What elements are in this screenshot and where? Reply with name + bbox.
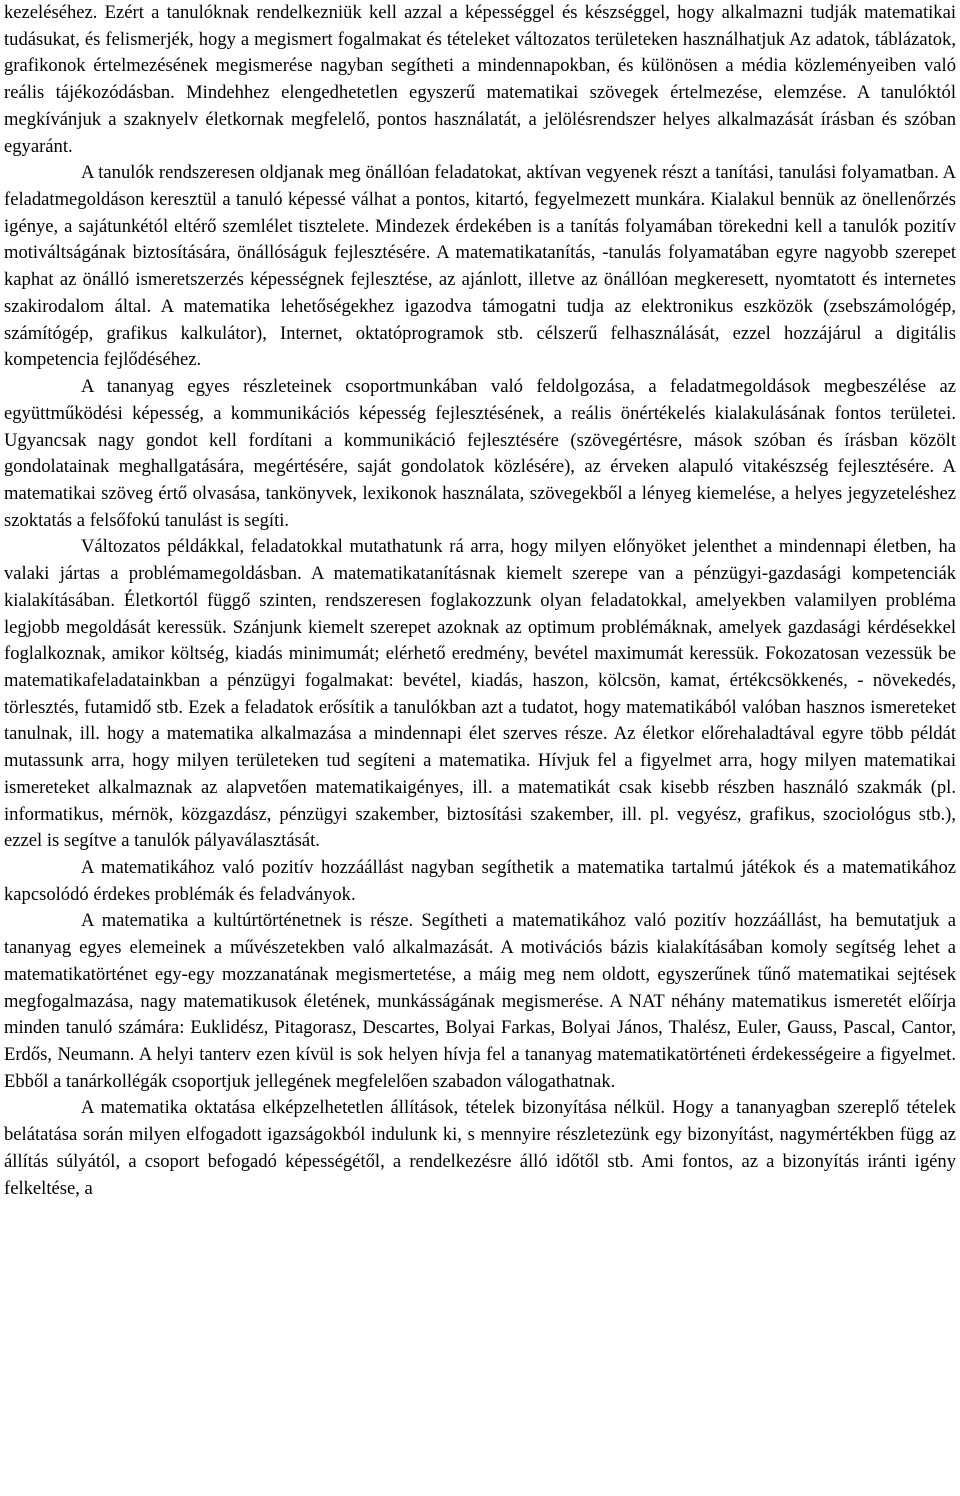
paragraph-independent-work: A tanulók rendszeresen oldjanak meg önállóan feladatokat, aktívan vegyenek részt a tanítási, tanulási folyamatban. A feladatmegoldáson keresztül a tanuló képessé válhat a pontos, kitartó, fegyelmezett munkára. Kialakul bennük az önellenőrzés igénye, a sajátunkétól eltérő szemlélet tisztelete. Mindezek érdekében is a tanítás folyamában törekedni kell a tanulók pozitív motiváltságának biztosítására, önállóságuk fejlesztésére. A matematikatanítás, -tanulás folyamatában egyre nagyobb szerepet kaphat az önálló ismeretszerzés képességnek fejlesztése, az ajánlott, illetve az önállóan megkeresett, nyomtatott és internetes szakirodalom által. A matematika lehetőségekhez igazodva támogatni tudja az elektronikus eszközök (zsebszámológép, számítógép, grafikus kalkulátor), Internet, oktatóprogramok stb. célszerű felhasználását, ezzel hozzájárul a digitális kompetencia fejlődéséhez. — [4, 162, 956, 371]
paragraph-problem-solving: Változatos példákkal, feladatokkal mutathatunk rá arra, hogy milyen előnyöket jelenthet a mindennapi életben, ha valaki jártas a problémamegoldásban. A matematikatanításnak kiemelt szerepe van a pénzügyi-gazdasági kompetenciák kialakításában. Életkortól függő szinten, rendszeresen foglakozzunk olyan feladatokkal, amelyekben valamilyen probléma legjobb megoldását keressük. Szánjunk kiemelt szerepet azoknak az optimum problémáknak, amelyek gazdasági kérdésekkel foglalkoznak, amikor költség, kiadás minimumát; elérhető eredmény, bevétel maximumát keressük. Fokozatosan vezessük be matematikafeladatainkban a pénzügyi fogalmakat: bevétel, kiadás, haszon, kölcsön, kamat, értékcsökkenés, - növekedés, törlesztés, futamidő stb. Ezek a feladatok erősítik a tanulókban azt a tudatot, hogy matematikából valóban hasznos ismereteket tanulnak, ill. hogy a matematika alkalmazása a mindennapi élet szerves része. Az életkor előrehaladtával egyre több példát mutassunk arra, hogy milyen területeken tud segíteni a matematika. Hívjuk fel a figyelmet arra, hogy milyen matematikai ismereteket alkalmaznak az alapvetően matematikaigényes, ill. a matematikát csak kisebb részben használó szakmák (pl. informatikus, mérnök, közgazdász, pénzügyi szakember, biztosítási szakember, ill. pl. vegyész, grafikus, szociológus stb.), ezzel is segítve a tanulók pályaválasztását. — [4, 536, 956, 852]
paragraph-games: A matematikához való pozitív hozzáállást nagyban segíthetik a matematika tartalmú játékok és a matematikához kapcsolódó érdekes problémák és feladványok. — [4, 857, 956, 905]
paragraph-group-work: A tananyag egyes részleteinek csoportmunkában való feldolgozása, a feladatmegoldások megbeszélése az együttműködési képesség, a kommunikációs képesség fejlesztésének, a reális önértékelés kialakulásának fontos területei. Ugyancsak nagy gondot kell fordítani a kommunikáció fejlesztésére (szövegértésre, mások szóban és írásban közölt gondolatainak meghallgatására, megértésére, saját gondolatok közlésére), az érveken alapuló vitakészség fejlesztésére. A matematikai szöveg értő olvasása, tankönyvek, lexikonok használata, szövegekből a lényeg kiemelése, a helyes jegyzeteléshez szoktatás a felsőfokú tanulást is segíti. — [4, 376, 956, 531]
paragraph-intro: kezeléséhez. Ezért a tanulóknak rendelkezniük kell azzal a képességgel és készséggel, hogy alkalmazni tudják matematikai tudásukat, és felismerjék, hogy a megismert fogalmakat és tételeket változatos területeken használhatjuk Az adatok, táblázatok, grafikonok értelmezésének megismerése nagyban segítheti a mindennapokban, és különösen a média közleményeiben való reális tájékozódásban. Mindehhez elengedhetetlen egyszerű matematikai szövegek értelmezése, elemzése. A tanulóktól megkívánjuk a szaknyelv életkornak megfelelő, pontos használatát, a jelölésrendszer helyes alkalmazását írásban és szóban egyaránt. — [4, 2, 956, 157]
paragraph-cultural-history: A matematika a kultúrtörténetnek is része. Segítheti a matematikához való pozitív hozzáállást, ha bemutatjuk a tananyag egyes elemeinek a művészetekben való alkalmazását. A motivációs bázis kialakításában komoly segítség lehet a matematikatörténet egy-egy mozzanatának megismertetése, a máig meg nem oldott, egyszerűnek tűnő matematikai sejtések megfogalmazása, nagy matematikusok életének, munkásságának megismerése. A NAT néhány matematikus ismeretét előírja minden tanuló számára: Euklidész, Pitagorasz, Descartes, Bolyai Farkas, Bolyai János, Thalész, Euler, Gauss, Pascal, Cantor, Erdős, Neumann. A helyi tanterv ezen kívül is sok helyen hívja fel a tananyag matematikatörténeti érdekességeire a figyelmet. Ebből a tanárkollégák csoportjuk jellegének megfelelően szabadon válogathatnak. — [4, 910, 956, 1092]
paragraph-proofs: A matematika oktatása elképzelhetetlen állítások, tételek bizonyítása nélkül. Hogy a tananyagban szereplő tételek belátatása során milyen elfogadott igazságokból indulunk ki, s mennyire részletezünk egy bizonyítást, nagymértékben függ az állítás súlyától, a csoport befogadó képességétől, a rendelkezésre álló időtől stb. Ami fontos, az a bizonyítás iránti igény felkeltése, a — [4, 1097, 956, 1199]
